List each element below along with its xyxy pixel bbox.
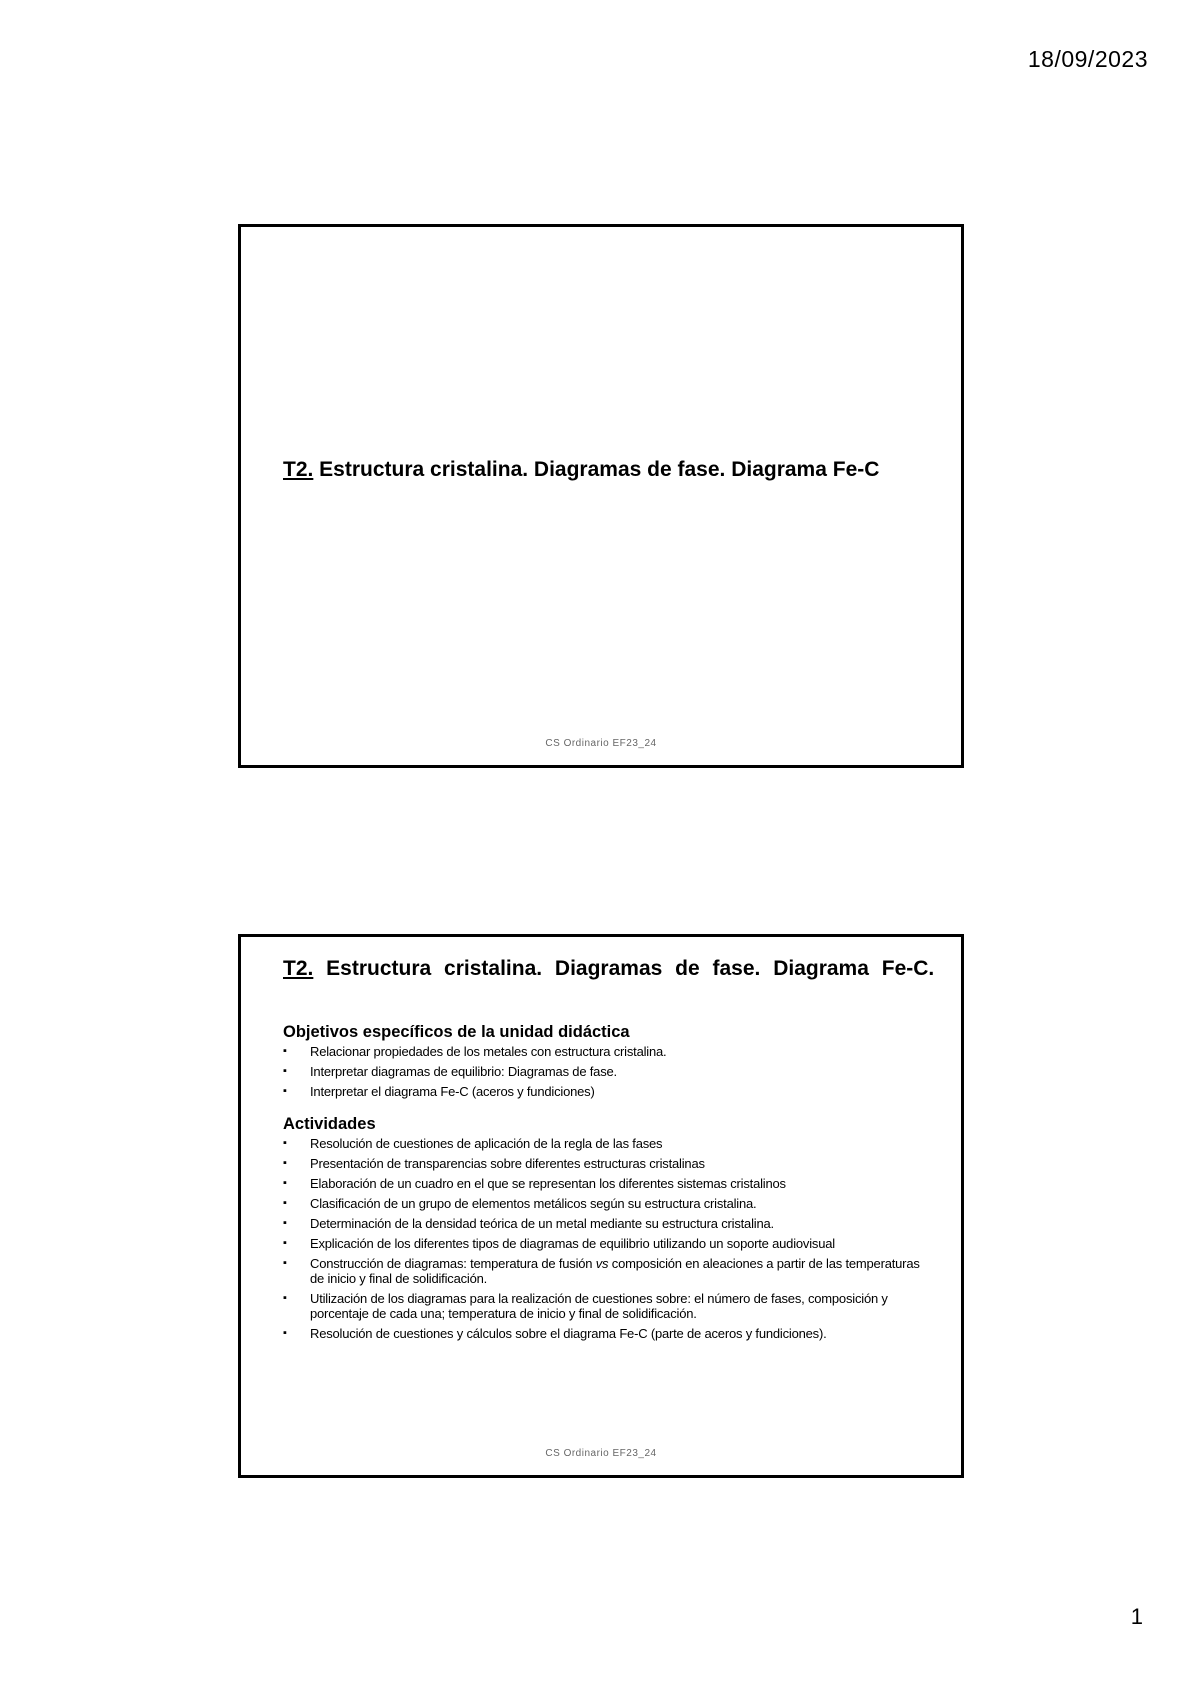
page-date: 18/09/2023 <box>1027 46 1148 72</box>
slide-2 <box>238 934 964 1478</box>
construction-text-after: composición en aleaciones a partir de las temperaturas de inicio y final de solidificación. <box>310 1256 920 1286</box>
list-item: ▪ Clasificación de un grupo de elementos metálicos según su estructura cristalina. <box>283 1196 933 1211</box>
list-item-construction <box>283 1256 933 1286</box>
list-item: ▪ Interpretar diagramas de equilibrio: Diagramas de fase. <box>283 1064 933 1079</box>
list-item: ▪ Resolución de cuestiones de aplicación de la regla de las fases <box>283 1136 933 1151</box>
activities-heading: Actividades <box>283 1115 376 1133</box>
list-item: ▪ Determinación de la densidad teórica de un metal mediante su estructura cristalina. <box>283 1216 933 1231</box>
slide-2-body <box>283 1023 933 1346</box>
list-item: ▪ Interpretar el diagrama Fe-C (aceros y fundiciones) <box>283 1084 933 1099</box>
list-item: ▪ Utilización de los diagramas para la realización de cuestiones sobre: el número de fases, composición y porcentaje de cada una; temperatura de inicio y final de solidificación. <box>283 1291 933 1321</box>
slide-1 <box>238 224 964 768</box>
slide-2-title <box>283 957 934 981</box>
slide-1-title <box>283 458 879 482</box>
slide-1-footer: CS Ordinario EF23_24 <box>545 738 657 749</box>
construction-text-before: Construcción de diagramas: temperatura de fusión <box>310 1256 596 1271</box>
objectives-heading: Objetivos específicos de la unidad didáctica <box>283 1023 630 1041</box>
slide-1-title-code: T2. <box>283 458 314 481</box>
objectives-list <box>283 1044 933 1099</box>
slide-2-title-code: T2. <box>283 957 314 980</box>
list-item: ▪ Explicación de los diferentes tipos de diagramas de equilibrio utilizando un soporte audiovisual <box>283 1236 933 1251</box>
page-number: 1 <box>1130 1604 1143 1629</box>
slide-1-title-text: Estructura cristalina. Diagramas de fase. Diagrama Fe-C <box>313 458 880 481</box>
list-item: ▪ Relacionar propiedades de los metales con estructura cristalina. <box>283 1044 933 1059</box>
slide-2-footer: CS Ordinario EF23_24 <box>545 1448 657 1459</box>
list-item: ▪ Resolución de cuestiones y cálculos sobre el diagrama Fe-C (parte de aceros y fundiciones). <box>283 1326 933 1341</box>
activities-list <box>283 1136 933 1341</box>
slide-2-title-text: Estructura cristalina. Diagramas de fase. Diagrama Fe-C. <box>313 957 935 980</box>
list-item: ▪ Presentación de transparencias sobre diferentes estructuras cristalinas <box>283 1156 933 1171</box>
construction-text-emph: vs <box>595 1256 609 1271</box>
list-item: ▪ Elaboración de un cuadro en el que se representan los diferentes sistemas cristalinos <box>283 1176 933 1191</box>
